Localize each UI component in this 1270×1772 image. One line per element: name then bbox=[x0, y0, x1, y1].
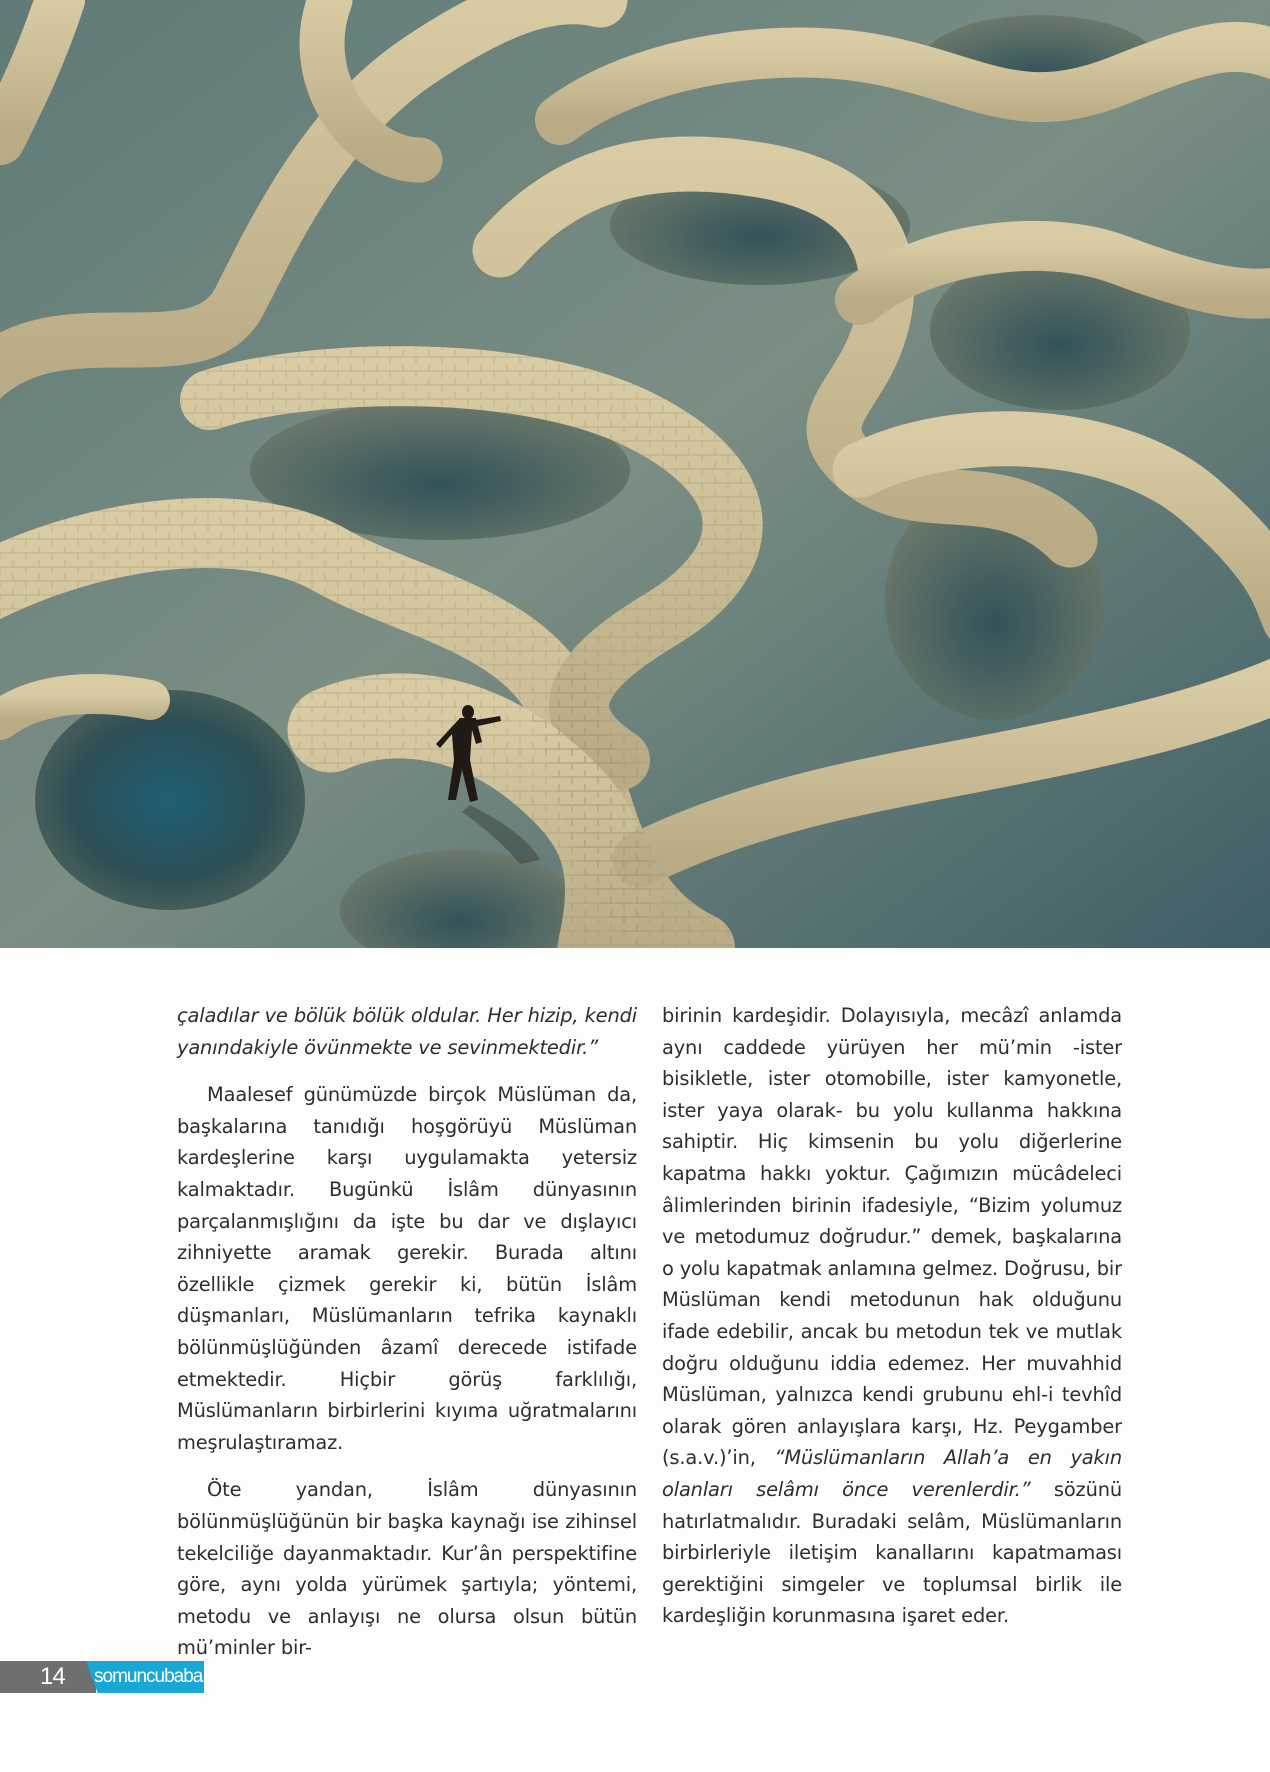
paragraph-brotherhood: birinin kardeşidir. Dolayısıyla, mecâzî anlamda aynı caddede yürüyen her mü’min -ister bisikletle, ister otomobille, ister kamyonetle, ister yaya olarak- bu yolu kullanma hakkına sahiptir. Hiç kimsenin bu yolu diğerlerine kapatma hakkı yoktur. Çağımızın mücâdeleci âlimlerinden birinin ifadesiyle, “Bizim yolumuz ve metodumuz doğrudur.” demek, başkalarına o yolu kapatmak anlamına gelmez. Doğrusu, bir Müslüman kendi metodunun hak olduğunu ifade edebilir, ancak bu metodun tek ve mutlak doğru olduğunu iddia edemez. Her muvahhid Müslüman, yalnızca kendi grubunu ehl-i tevhîd olarak gören anlayışlara karşı, Hz. Peygamber (s.a.v.)’in, “Müslümanların Allah’a en yakın olanları selâmı önce verenlerdir.” sözünü hatırlatmalıdır. Buradaki selâm, Müslümanların birbirleriyle iletişim kanallarını kapatmaması gerektiğini simgeler ve toplumsal birlik ile kardeşliğin korunmasına işaret eder. bbox=[662, 1004, 1122, 1628]
page-number: 14 bbox=[40, 1663, 65, 1690]
quote-continuation: çaladılar ve bölük bölük oldular. Her hizip, kendi yanındakiyle övünmekte ve sevinmektedir.” bbox=[177, 1004, 637, 1059]
hadith-quote: “Müslümanların Allah’a en yakın olanları selâmı önce verenlerdir.” bbox=[662, 1446, 1122, 1501]
article-right-column bbox=[662, 1000, 1122, 1632]
paragraph-tolerance: Maalesef günümüzde birçok Müslüman da, başkalarına tanıdığı hoşgörüyü Müslüman kardeşlerine karşı uygulamakta yetersiz kalmaktadır. Bugünkü İslâm dünyasının parçalanmışlığını da işte bu dar ve dışlayıcı zihniyette aramak gerekir. Burada altını özellikle çizmek gerekir ki, bütün İslâm düşmanları, Müslümanların tefrika kaynaklı bölünmüşlüğünden âzamî derecede istifade etmektedir. Hiçbir görüş farklılığı, Müslümanların birbirlerini kıyıma uğratmalarını meşrulaştıramaz. bbox=[177, 1083, 637, 1454]
paragraph-division: Öte yandan, İslâm dünyasının bölünmüşlüğünün bir başka kaynağı ise zihinsel tekelciliğe dayanmaktadır. Kur’ân perspektifine göre, aynı yolda yürümek şartıyla; yöntemi, metodu ve anlayışı ne olursa olsun bütün mü’minler bir- bbox=[177, 1478, 637, 1660]
article-left-column bbox=[177, 1000, 637, 1664]
brand-logo-text: somuncubaba bbox=[94, 1666, 203, 1687]
